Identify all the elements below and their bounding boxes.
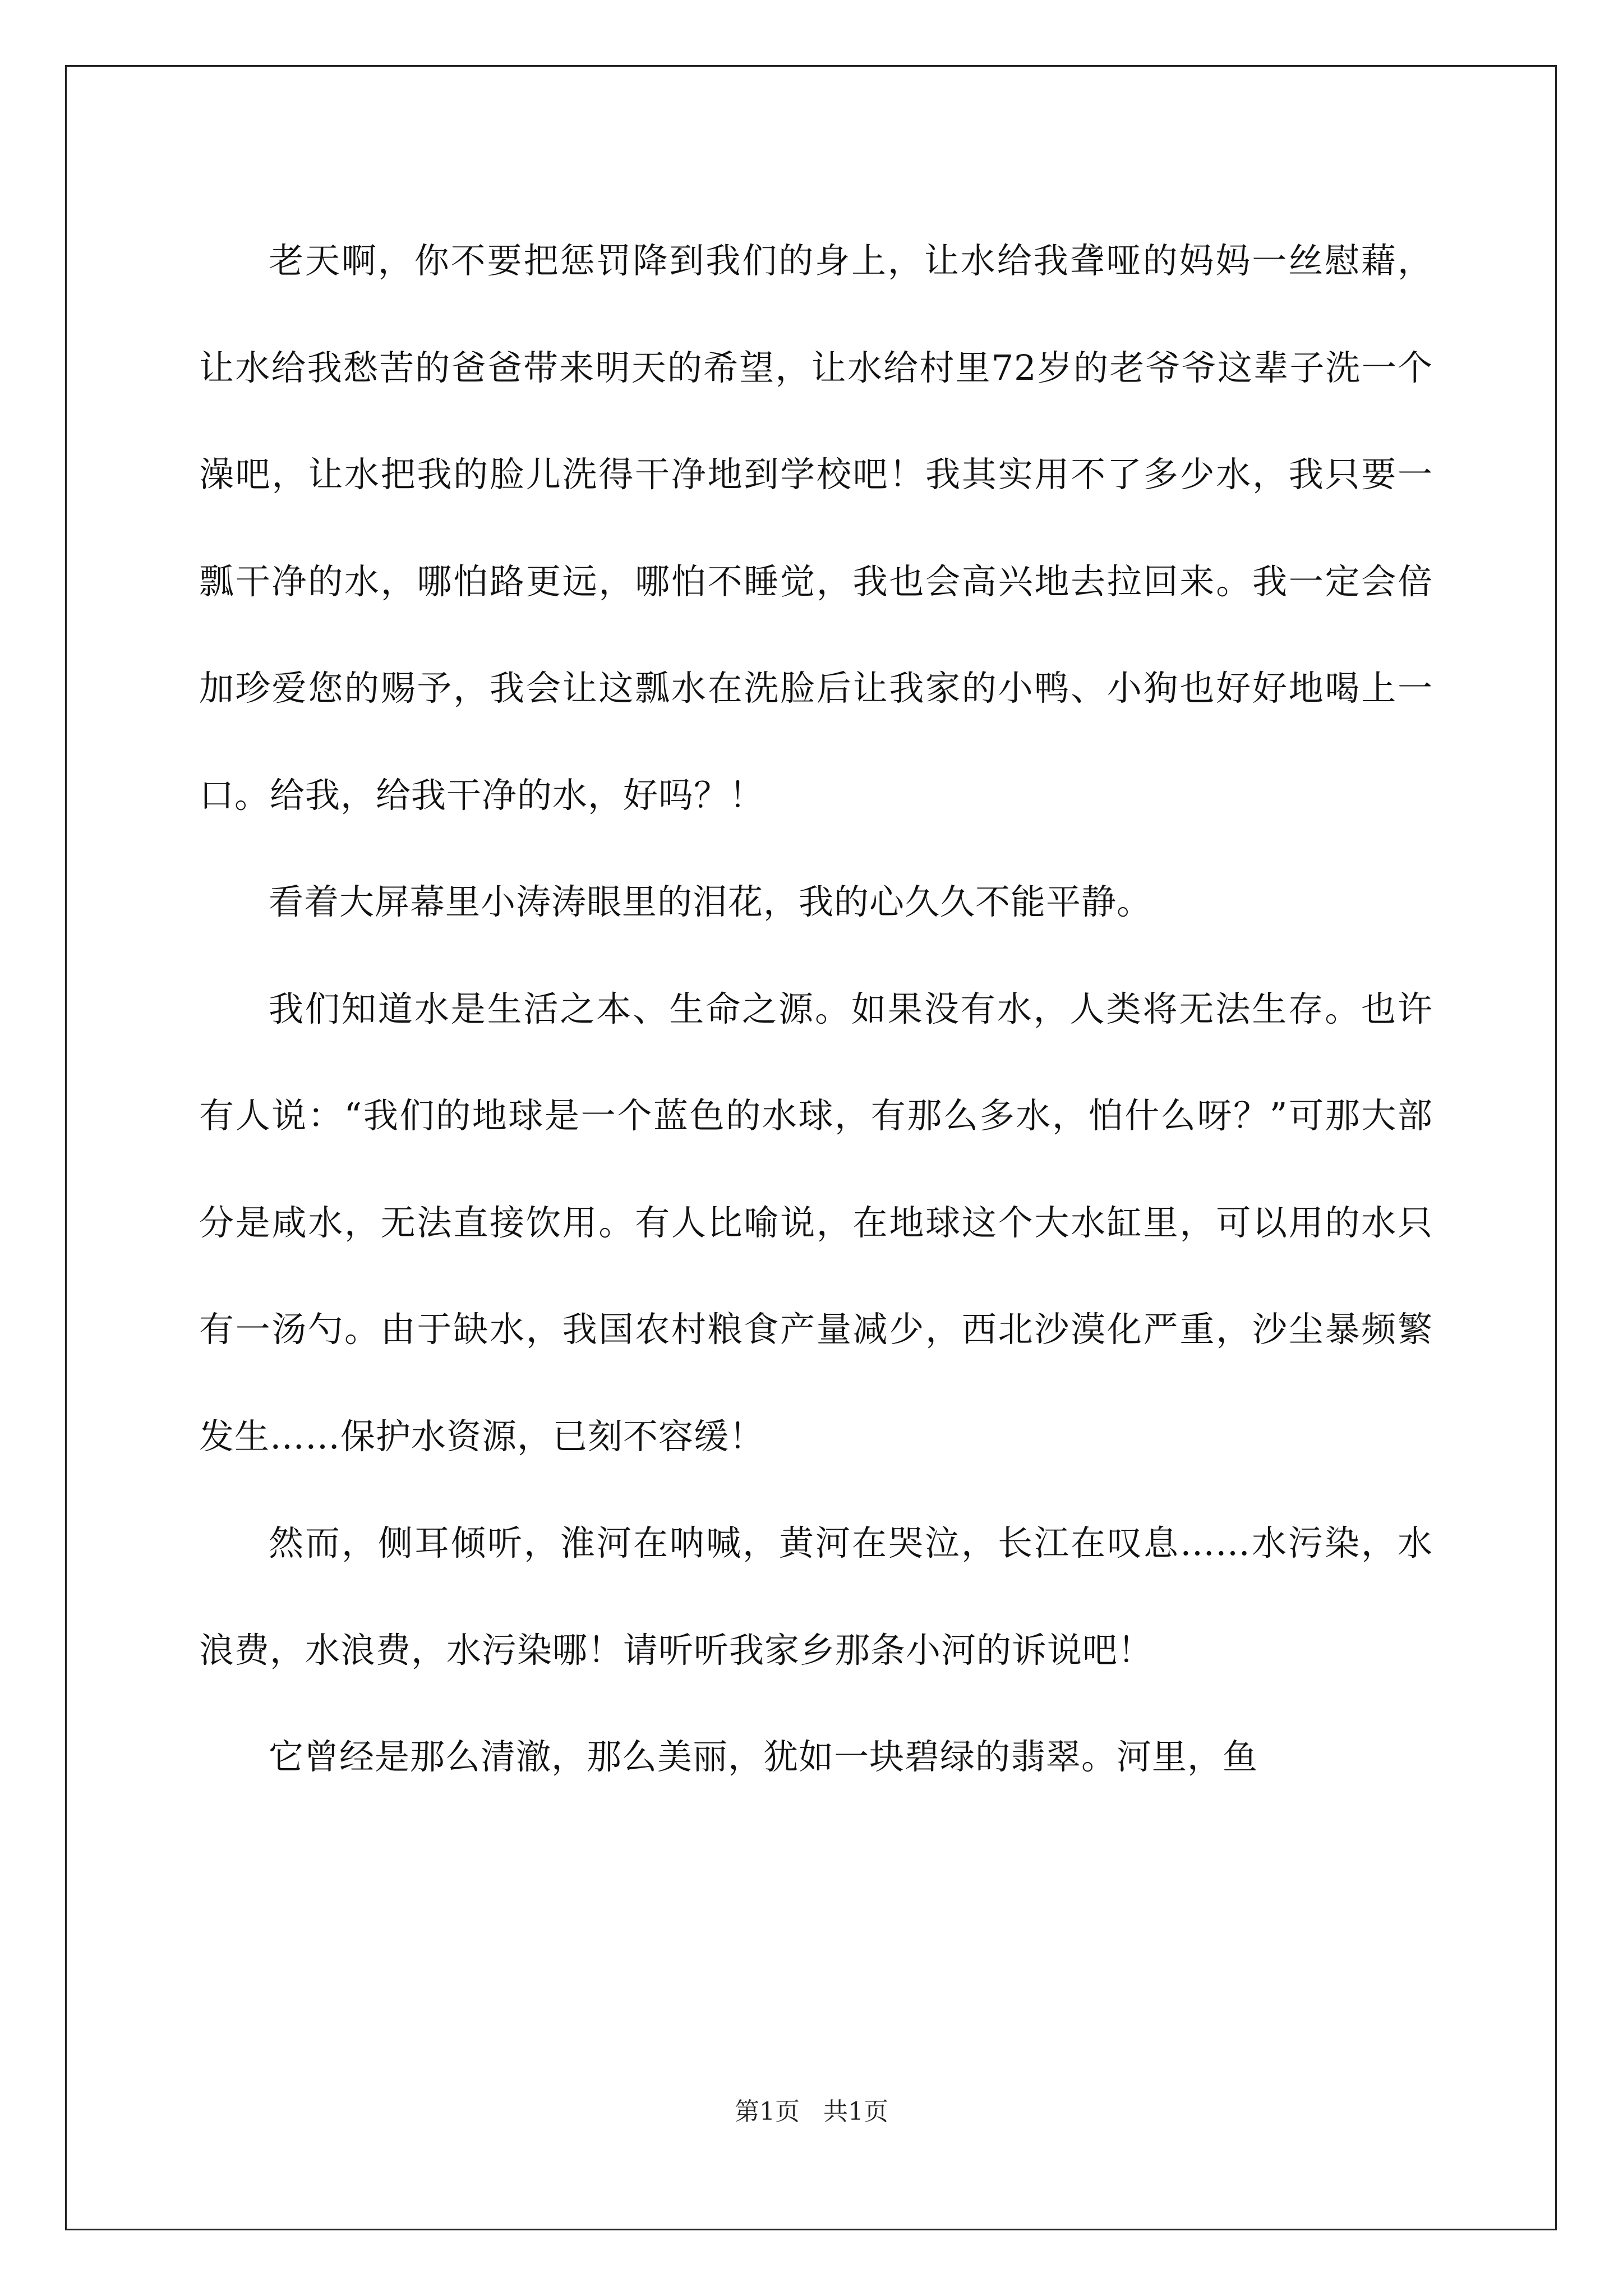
paragraph: 然而，侧耳倾听，淮河在呐喊，黄河在哭泣，长江在叹息……水污染，水浪费，水浪费，水污染哪！请听听我家乡那条小河的诉说吧！ bbox=[199, 1522, 1433, 1671]
document-body bbox=[199, 208, 1433, 1811]
paragraph: 看着大屏幕里小涛涛眼里的泪花，我的心久久不能平静。 bbox=[269, 881, 1152, 922]
page-number-footer: 第1页 共1页 bbox=[735, 2097, 888, 2126]
paragraph: 它曾经是那么清澈，那么美丽，犹如一块碧绿的翡翠。河里，鱼 bbox=[269, 1736, 1258, 1777]
paragraph: 我们知道水是生活之本、生命之源。如果没有水，人类将无法生存。也许有人说：“我们的地球是一个蓝色的水球，有那么多水，怕什么呀？”可那大部分是咸水，无法直接饮用。有人比喻说，在地球这个大水缸里，可以用的水只有一汤勺。由于缺水，我国农村粮食产量减少，西北沙漠化严重，沙尘暴频繁发生……保护水资源，已刻不容缓！ bbox=[199, 988, 1433, 1457]
paragraph: 老天啊，你不要把惩罚降到我们的身上，让水给我聋哑的妈妈一丝慰藉，让水给我愁苦的爸爸带来明天的希望，让水给村里72岁的老爷爷这辈子洗一个澡吧，让水把我的脸儿洗得干净地到学校吧！我其实用不了多少水，我只要一瓢干净的水，哪怕路更远，哪怕不睡觉，我也会高兴地去拉回来。我一定会倍加珍爱您的赐予，我会让这瓢水在洗脸后让我家的小鸭、小狗也好好地喝上一口。给我，给我干净的水，好吗？！ bbox=[199, 240, 1433, 816]
